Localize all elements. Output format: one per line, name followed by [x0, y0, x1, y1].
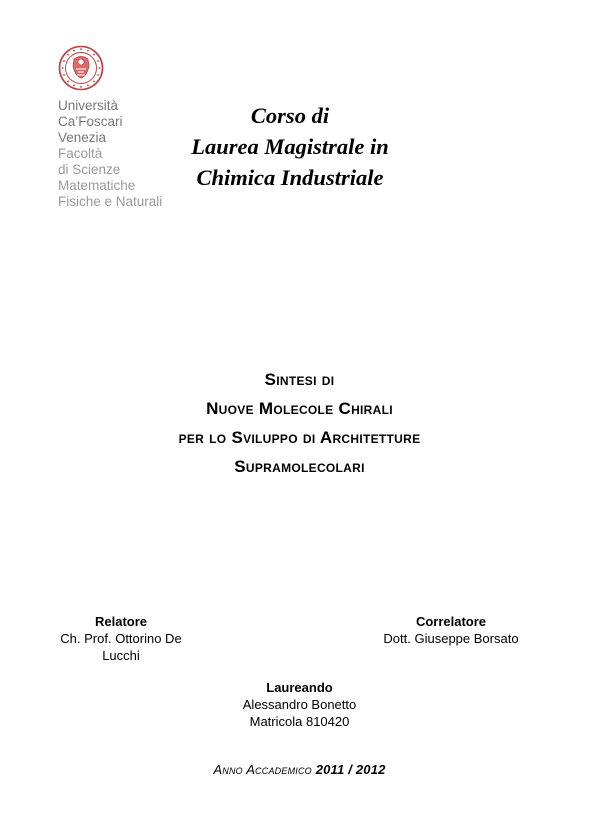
- thesis-title: [40, 365, 559, 481]
- university-name-line: Venezia: [58, 130, 107, 145]
- relatore-label: Relatore: [94, 614, 148, 629]
- laureando-name: Alessandro Bonetto: [242, 697, 357, 712]
- university-name-line: Ca’Foscari: [58, 114, 123, 129]
- course-line: Laurea Magistrale in: [191, 134, 389, 159]
- course-title: [170, 100, 410, 193]
- correlatore-block: [374, 613, 528, 647]
- faculty-line: Fisiche e Naturali: [58, 194, 163, 209]
- laureando-matricola: Matricola 810420: [249, 714, 350, 729]
- laureando-label: Laureando: [266, 680, 333, 695]
- relatore-block: [40, 613, 202, 664]
- academic-year: [100, 762, 499, 777]
- faculty-line: di Scienze: [58, 162, 121, 177]
- faculty-line: Facoltà: [58, 146, 103, 161]
- faculty-line: Matematiche: [58, 178, 136, 193]
- correlatore-label: Correlatore: [415, 614, 487, 629]
- thesis-title-line: Sintesi di: [264, 370, 335, 389]
- thesis-title-line: per lo Sviluppo di Architetture: [178, 428, 421, 447]
- academic-year-value: 2011 / 2012: [315, 762, 386, 777]
- correlatore-name: Dott. Giuseppe Borsato: [383, 631, 519, 646]
- academic-year-label: Anno Accademico: [213, 762, 312, 777]
- laureando-block: [200, 679, 399, 730]
- thesis-title-line: Nuove Molecole Chirali: [206, 399, 393, 418]
- university-seal-logo: [58, 45, 104, 91]
- relatore-name: Ch. Prof. Ottorino De Lucchi: [60, 631, 182, 663]
- course-line: Corso di: [250, 103, 330, 128]
- university-block: [58, 98, 162, 210]
- thesis-title-line: Supramolecolari: [234, 457, 365, 476]
- university-name-line: Università: [58, 98, 119, 113]
- course-line: Chimica Industriale: [196, 165, 384, 190]
